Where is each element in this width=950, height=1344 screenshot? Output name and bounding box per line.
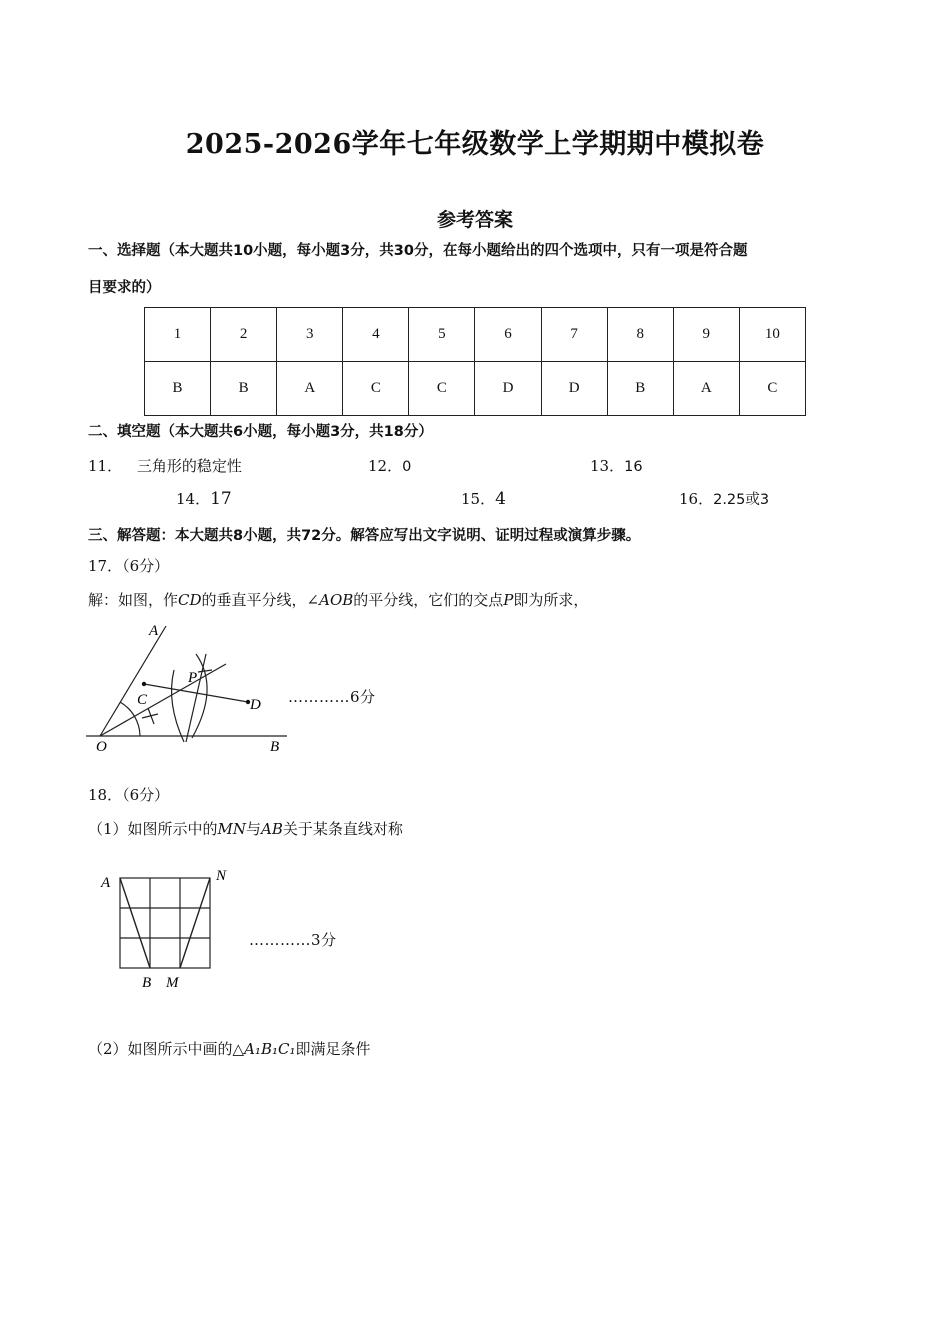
- label-b: B: [270, 739, 280, 755]
- q18-part2-text: （2）如图所示中画的△: [88, 1040, 245, 1058]
- table-cell: B: [607, 362, 673, 416]
- page-subtitle: 参考答案: [436, 209, 513, 231]
- table-cell: B: [145, 362, 211, 416]
- item-answer: 2.25或3: [713, 492, 770, 508]
- item-number: 16．: [679, 490, 714, 508]
- q17-sol-text: 的垂直平分线，: [201, 591, 307, 609]
- q18-part1-text: 与: [246, 820, 262, 838]
- q18-part1: [88, 818, 403, 839]
- q18-part1-text: （1）如图所示中的: [88, 820, 218, 838]
- answer-table: [144, 307, 806, 416]
- item-number: 14．: [176, 490, 211, 508]
- label-a: A: [149, 623, 159, 639]
- table-cell: 1: [145, 308, 211, 362]
- q17-score: …………6分: [288, 688, 376, 706]
- segment-ab: [120, 878, 150, 968]
- fill-item-16: [679, 488, 769, 509]
- item-answer: 0: [402, 459, 412, 475]
- q17-sol-text: 即为所求，: [513, 591, 589, 609]
- table-cell: D: [541, 362, 607, 416]
- arc-left: [172, 670, 184, 742]
- q17-label: 17．（6分）: [88, 557, 170, 575]
- fill-item-14: [176, 488, 232, 509]
- q17-angle-aob: ∠AOB: [306, 591, 354, 609]
- label-p: P: [188, 670, 198, 686]
- item-number: 15．: [461, 490, 496, 508]
- section3-heading: 三、解答题：本大题共8小题，共72分。解答应写出文字说明、证明过程或演算步骤。: [88, 528, 641, 544]
- arc-right: [192, 654, 207, 738]
- label-d: D: [250, 697, 261, 713]
- table-cell: A: [277, 362, 343, 416]
- q17-construction-figure: [84, 618, 294, 758]
- fill-item-13: [590, 455, 643, 476]
- label-o: O: [96, 739, 107, 755]
- item-answer: 4: [495, 489, 506, 509]
- q17-point-p: P: [503, 591, 514, 609]
- segment-mn: [180, 878, 210, 968]
- table-cell: 9: [673, 308, 739, 362]
- grid-border: [120, 878, 210, 968]
- q18-part2-text: 即满足条件: [295, 1040, 371, 1058]
- table-cell: 6: [475, 308, 541, 362]
- ray-oa: [100, 626, 166, 736]
- section1-heading: 一、选择题（本大题共10小题，每小题3分，共30分，在每小题给出的四个选项中，只有一项是符合题: [88, 243, 748, 259]
- q18-label: 18．（6分）: [88, 786, 170, 804]
- q18-segment-ab: AB: [261, 820, 283, 838]
- table-cell: C: [739, 362, 805, 416]
- item-number: 12．: [368, 457, 403, 475]
- fill-item-11: [88, 455, 242, 476]
- table-cell: C: [343, 362, 409, 416]
- q18-grid-figure: [98, 864, 238, 994]
- table-row-answers: [145, 362, 806, 416]
- item-number: 11．: [88, 457, 123, 475]
- table-row-numbers: [145, 308, 806, 362]
- q17-segment-cd: CD: [178, 591, 202, 609]
- label-b: B: [142, 975, 152, 991]
- q18-part1-text: 关于某条直线对称: [282, 820, 403, 838]
- page-title: 2025-2026学年七年级数学上学期期中模拟卷: [185, 129, 765, 160]
- q17-sol-text: 的平分线，它们的交点: [353, 591, 504, 609]
- q18-part2: [88, 1038, 370, 1059]
- q18-triangle: A₁B₁C₁: [244, 1040, 296, 1058]
- table-cell: 10: [739, 308, 805, 362]
- section2-heading: 二、填空题（本大题共6小题，每小题3分，共18分）: [88, 424, 433, 440]
- item-answer: 17: [210, 489, 232, 509]
- table-cell: 8: [607, 308, 673, 362]
- item-answer: 三角形的稳定性: [136, 457, 242, 475]
- q18-segment-mn: MN: [217, 820, 247, 838]
- label-a: A: [101, 875, 111, 891]
- label-m: M: [166, 975, 179, 991]
- point-c-dot: [142, 682, 146, 686]
- table-cell: 2: [211, 308, 277, 362]
- q17-solution: [88, 589, 588, 610]
- table-cell: 3: [277, 308, 343, 362]
- label-n: N: [216, 868, 227, 884]
- fill-item-15: [461, 488, 506, 509]
- item-number: 13．: [590, 457, 625, 475]
- item-answer: 16: [624, 459, 643, 475]
- section1-heading-cont: 目要求的）: [88, 280, 161, 296]
- table-cell: 7: [541, 308, 607, 362]
- table-cell: A: [673, 362, 739, 416]
- table-cell: B: [211, 362, 277, 416]
- fill-item-12: [368, 455, 411, 476]
- q18-score: …………3分: [249, 931, 337, 949]
- table-cell: 5: [409, 308, 475, 362]
- label-c: C: [137, 692, 148, 708]
- angle-bisector: [100, 664, 226, 736]
- table-cell: 4: [343, 308, 409, 362]
- table-cell: C: [409, 362, 475, 416]
- table-cell: D: [475, 362, 541, 416]
- q17-sol-text: 解：如图，作: [88, 591, 179, 609]
